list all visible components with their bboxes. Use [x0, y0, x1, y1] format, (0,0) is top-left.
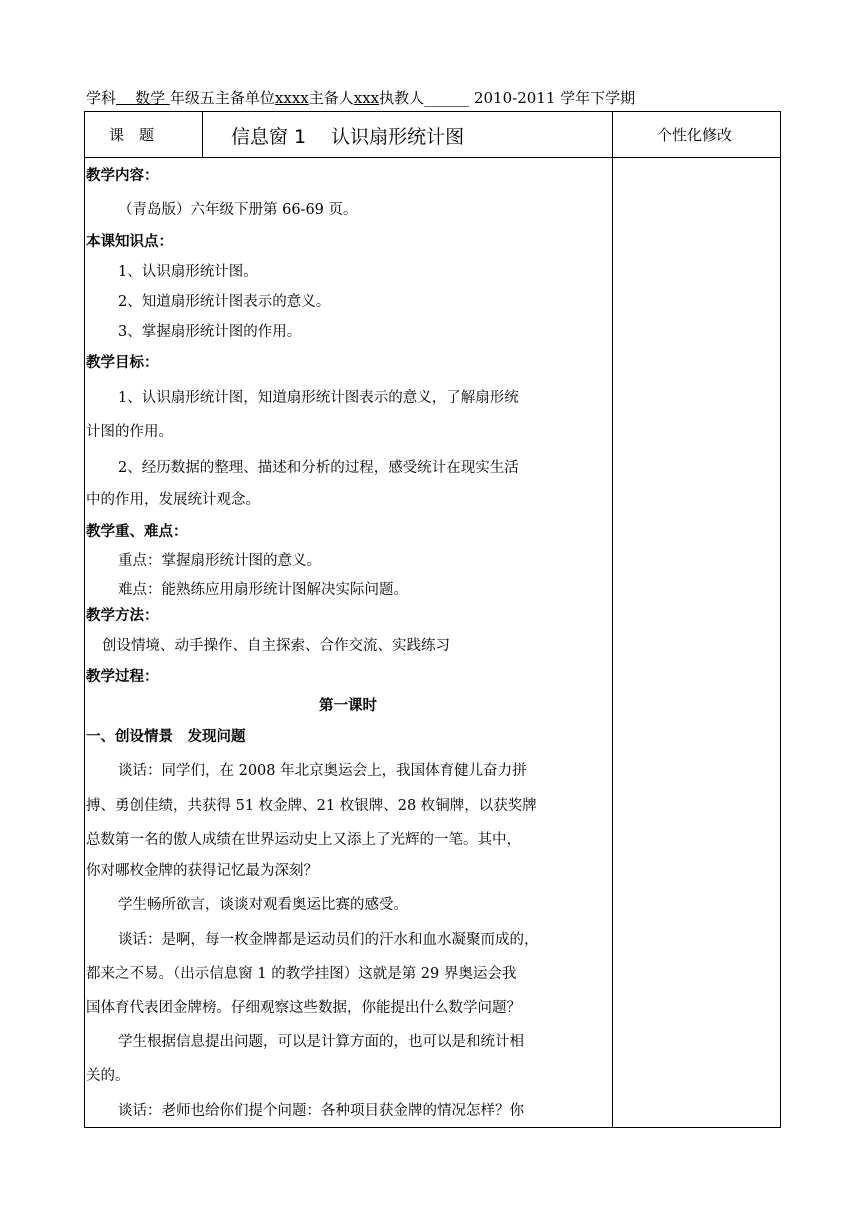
content-line: 谈话：是啊，每一枚金牌都是运动员们的汗水和血水凝聚而成的，: [118, 932, 539, 948]
section-heading: 教学方法：: [86, 607, 159, 624]
content-line: 你对哪枚金牌的获得记忆最为深刻？: [86, 863, 318, 879]
divider-side-column: [612, 112, 613, 1127]
content-line: 学生根据信息提出问题，可以是计算方面的，也可以是和统计相: [118, 1034, 524, 1050]
preparer-value: xxx: [353, 89, 380, 107]
content-line: 搏、勇创佳绩，共获得 51 枚金牌、21 枚银牌、28 枚铜牌，以获奖牌: [86, 798, 537, 814]
section-heading: 教学目标：: [86, 354, 159, 371]
teacher-label: 执教人: [379, 89, 425, 107]
subject-label: 学科: [86, 89, 117, 107]
content-line: 计图的作用。: [86, 424, 173, 440]
grade-text: 年级五主备单位: [169, 89, 275, 107]
topic-label: 课 题: [109, 126, 155, 144]
content-line: 中的作用，发展统计观念。: [86, 492, 260, 508]
document-header: [86, 86, 786, 110]
topic-title: 信息窗 1 认识扇形统计图: [231, 126, 465, 148]
section-heading: 教学内容：: [86, 167, 159, 184]
section-heading: 本课知识点：: [86, 233, 173, 250]
section-heading: 一、创设情景 发现问题: [86, 728, 246, 745]
divider-topic: [202, 112, 203, 157]
content-line: 谈话：同学们，在 2008 年北京奥运会上，我国体育健儿奋力拼: [118, 763, 527, 779]
content-line: 1、认识扇形统计图。: [118, 264, 258, 280]
content-line: 国体育代表团金牌榜。仔细观察这些数据，你能提出什么数学问题？: [86, 1000, 521, 1016]
divider-header-row: [85, 157, 780, 158]
section-heading: 教学过程：: [86, 668, 159, 685]
content-line: 都来之不易。（出示信息窗 1 的教学挂图）这就是第 29 界奥运会我: [86, 966, 517, 982]
subject-value: 数学: [135, 89, 166, 107]
content-line: 总数第一名的傲人成绩在世界运动史上又添上了光辉的一笔。其中，: [86, 832, 521, 848]
content-line: 难点：能熟练应用扇形统计图解决实际问题。: [118, 582, 408, 598]
section-heading: 教学重、难点：: [86, 523, 188, 540]
content-line: 2、知道扇形统计图表示的意义。: [118, 294, 331, 310]
teacher-blank: ______: [424, 89, 470, 107]
content-line: 创设情境、动手操作、自主探索、合作交流、实践练习: [102, 638, 450, 654]
content-line: 谈话：老师也给你们提个问题：各种项目获金牌的情况怎样？你: [118, 1103, 524, 1119]
content-line: 关的。: [86, 1068, 130, 1084]
content-line: 3、掌握扇形统计图的作用。: [118, 324, 302, 340]
content-line: 1、认识扇形统计图，知道扇形统计图表示的意义，了解扇形统: [118, 390, 519, 406]
unit-value: xxxx: [274, 89, 309, 107]
content-line: （青岛版）六年级下册第 66-69 页。: [118, 202, 358, 218]
side-column-header: 个性化修改: [657, 126, 733, 144]
lesson-period-heading: 第一课时: [319, 697, 377, 714]
content-line: 2、经历数据的整理、描述和分析的过程，感受统计在现实生活: [118, 460, 519, 476]
content-line: 重点：掌握扇形统计图的意义。: [118, 553, 321, 569]
term-text: 2010-2011 学年下学期: [473, 89, 636, 107]
preparer-label: 主备人: [308, 89, 354, 107]
content-line: 学生畅所欲言，谈谈对观看奥运比赛的感受。: [118, 897, 408, 913]
